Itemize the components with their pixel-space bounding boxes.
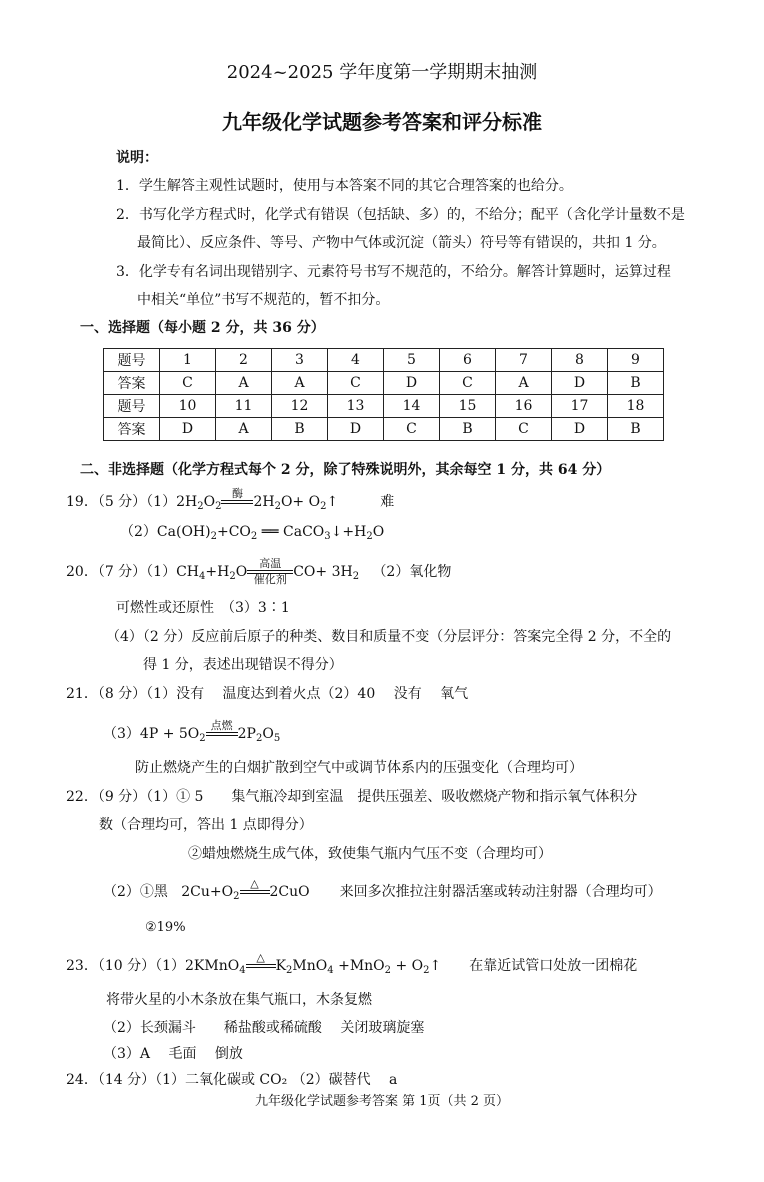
table-cell: 12 bbox=[272, 395, 328, 418]
q23-line-2: 将带火星的小木条放在集气瓶口，木条复燃 bbox=[106, 992, 372, 1008]
q20-line-1: 20．（7 分）$(1)CH_4+H_2O$ 高温 催化剂 $CO+ 3H_2$ （2）氧化物 bbox=[66, 557, 452, 586]
table-cell: 答案 bbox=[104, 372, 160, 395]
table-cell: 5 bbox=[384, 349, 440, 372]
reaction-condition: △ bbox=[246, 952, 276, 980]
table-cell: 6 bbox=[440, 349, 496, 372]
note-2-line-1: 2．书写化学方程式时，化学式有错误（包括缺、多）的，不给分；配平（含化学计量数不是 bbox=[116, 207, 685, 223]
document-title: 九年级化学试题参考答案和评分标准 bbox=[222, 110, 542, 134]
q22-line-3: ②蜡烛燃烧生成气体，致使集气瓶内气压不变（合理均可） bbox=[188, 846, 552, 862]
section-1-heading: 一、选择题（每小题 2 分，共 36 分） bbox=[80, 320, 325, 336]
table-cell: 3 bbox=[272, 349, 328, 372]
table-cell: 答案 bbox=[104, 418, 160, 441]
q20-line-2: 可燃性或还原性 （3）3∶1 bbox=[116, 600, 290, 616]
table-cell: A bbox=[216, 372, 272, 395]
table-cell: 10 bbox=[160, 395, 216, 418]
table-cell: 13 bbox=[328, 395, 384, 418]
q23-line-1: 23．（10 分）（1）2KMnO$_4$ △ $K_2MnO_4 +MnO_2$ + $O_2↑$ 在靠近试管口处放一团棉花 bbox=[66, 952, 637, 980]
table-cell: C bbox=[496, 418, 552, 441]
table-row bbox=[104, 395, 664, 418]
table-cell: 7 bbox=[496, 349, 552, 372]
table-cell: A bbox=[496, 372, 552, 395]
q19-line-2: $(2)Ca(OH)_2+CO_2$ ══ $CaCO_3↓+H_2O$ bbox=[120, 524, 385, 542]
table-cell: 18 bbox=[608, 395, 664, 418]
q19-answer-difficult: 难 bbox=[380, 494, 395, 510]
q20-line-3: （4）（2 分）反应前后原子的种类、数目和质量不变（分层评分：答案完全得 2 分，不全的 bbox=[106, 629, 672, 645]
table-cell: B bbox=[608, 418, 664, 441]
q23-line-3: （2）长颈漏斗 稀盐酸或稀硫酸 关闭玻璃旋塞 bbox=[103, 1020, 425, 1036]
table-cell: A bbox=[272, 372, 328, 395]
notes-label: 说明： bbox=[116, 150, 158, 166]
reaction-condition: 点燃 bbox=[206, 720, 238, 748]
table-row bbox=[104, 349, 664, 372]
q21-line-3: 防止燃烧产生的白烟扩散到空气中或调节体系内的压强变化（合理均可） bbox=[135, 760, 583, 776]
q22-line-4: （2）①黑 $2Cu+O_2$ △ 2CuO 来回多次推拉注射器活塞或转动注射器（合理均可） bbox=[103, 878, 662, 906]
table-cell: C bbox=[328, 372, 384, 395]
table-cell: C bbox=[160, 372, 216, 395]
note-1: 1．学生解答主观性试题时，使用与本答案不同的其它合理答案的也给分。 bbox=[116, 178, 573, 194]
table-cell: 9 bbox=[608, 349, 664, 372]
q20-line-4: 得 1 分，表述出现错误不得分） bbox=[143, 657, 343, 673]
table-cell: B bbox=[272, 418, 328, 441]
q23-line-4: （3）A 毛面 倒放 bbox=[103, 1046, 243, 1062]
table-cell: D bbox=[160, 418, 216, 441]
table-cell: 2 bbox=[216, 349, 272, 372]
q22-line-1: 22．（9 分）（1）① 5 集气瓶冷却到室温 提供压强差、吸收燃烧产物和指示氧气体积分 bbox=[66, 789, 638, 805]
table-cell: D bbox=[384, 372, 440, 395]
table-cell: D bbox=[328, 418, 384, 441]
table-cell: D bbox=[552, 372, 608, 395]
table-cell: 4 bbox=[328, 349, 384, 372]
table-cell: 16 bbox=[496, 395, 552, 418]
q19-line-1: 19．（5 分）$(1)2H_2O_2$ 酶 $2H_2O+$ $O_2↑$ 难 bbox=[66, 488, 394, 516]
q21-line-1: 21．（8 分）（1）没有 温度达到着火点（2）40 没有 氧气 bbox=[66, 686, 469, 702]
reaction-condition: △ bbox=[240, 878, 270, 906]
table-cell: 11 bbox=[216, 395, 272, 418]
exam-title: 2024~2025 学年度第一学期期末抽测 bbox=[226, 62, 538, 83]
table-cell: 1 bbox=[160, 349, 216, 372]
table-cell: 题号 bbox=[104, 395, 160, 418]
table-cell: D bbox=[552, 418, 608, 441]
table-cell: C bbox=[384, 418, 440, 441]
table-cell: 15 bbox=[440, 395, 496, 418]
q22-line-5: ②19% bbox=[145, 920, 186, 935]
table-cell: B bbox=[440, 418, 496, 441]
q21-line-2: $(3)4P + 5O_2$ 点燃 $2P_2O_5$ bbox=[103, 720, 280, 748]
table-cell: B bbox=[608, 372, 664, 395]
answer-table bbox=[103, 348, 664, 441]
reaction-condition: 高温 催化剂 bbox=[247, 558, 293, 586]
page-footer: 九年级化学试题参考答案 第 1页（共 2 页） bbox=[254, 1094, 510, 1109]
table-cell: 题号 bbox=[104, 349, 160, 372]
table-cell: C bbox=[440, 372, 496, 395]
section-2-heading: 二、非选择题（化学方程式每个 2 分，除了特殊说明外，其余每空 1 分，共 64 分） bbox=[80, 462, 611, 478]
q24-line-1: 24．（14 分）（1）二氧化碳或 CO₂ （2）碳替代 a bbox=[66, 1072, 398, 1088]
table-row bbox=[104, 372, 664, 395]
note-3-line-2: 中相关“单位”书写不规范的，暂不扣分。 bbox=[137, 292, 390, 308]
q22-line-2: 数（合理均可，答出 1 点即得分） bbox=[99, 817, 313, 833]
table-row bbox=[104, 418, 664, 441]
reaction-condition: 酶 bbox=[221, 488, 253, 516]
note-3-line-1: 3．化学专有名词出现错别字、元素符号书写不规范的，不给分。解答计算题时，运算过程 bbox=[116, 264, 671, 280]
table-cell: 17 bbox=[552, 395, 608, 418]
table-cell: 8 bbox=[552, 349, 608, 372]
table-cell: 14 bbox=[384, 395, 440, 418]
q19-head: 19．（5 分）（1） bbox=[66, 494, 177, 510]
table-cell: A bbox=[216, 418, 272, 441]
note-2-line-2: 最简比）、反应条件、等号、产物中气体或沉淀（箭头）符号等有错误的，共扣 1 分。 bbox=[137, 235, 666, 251]
